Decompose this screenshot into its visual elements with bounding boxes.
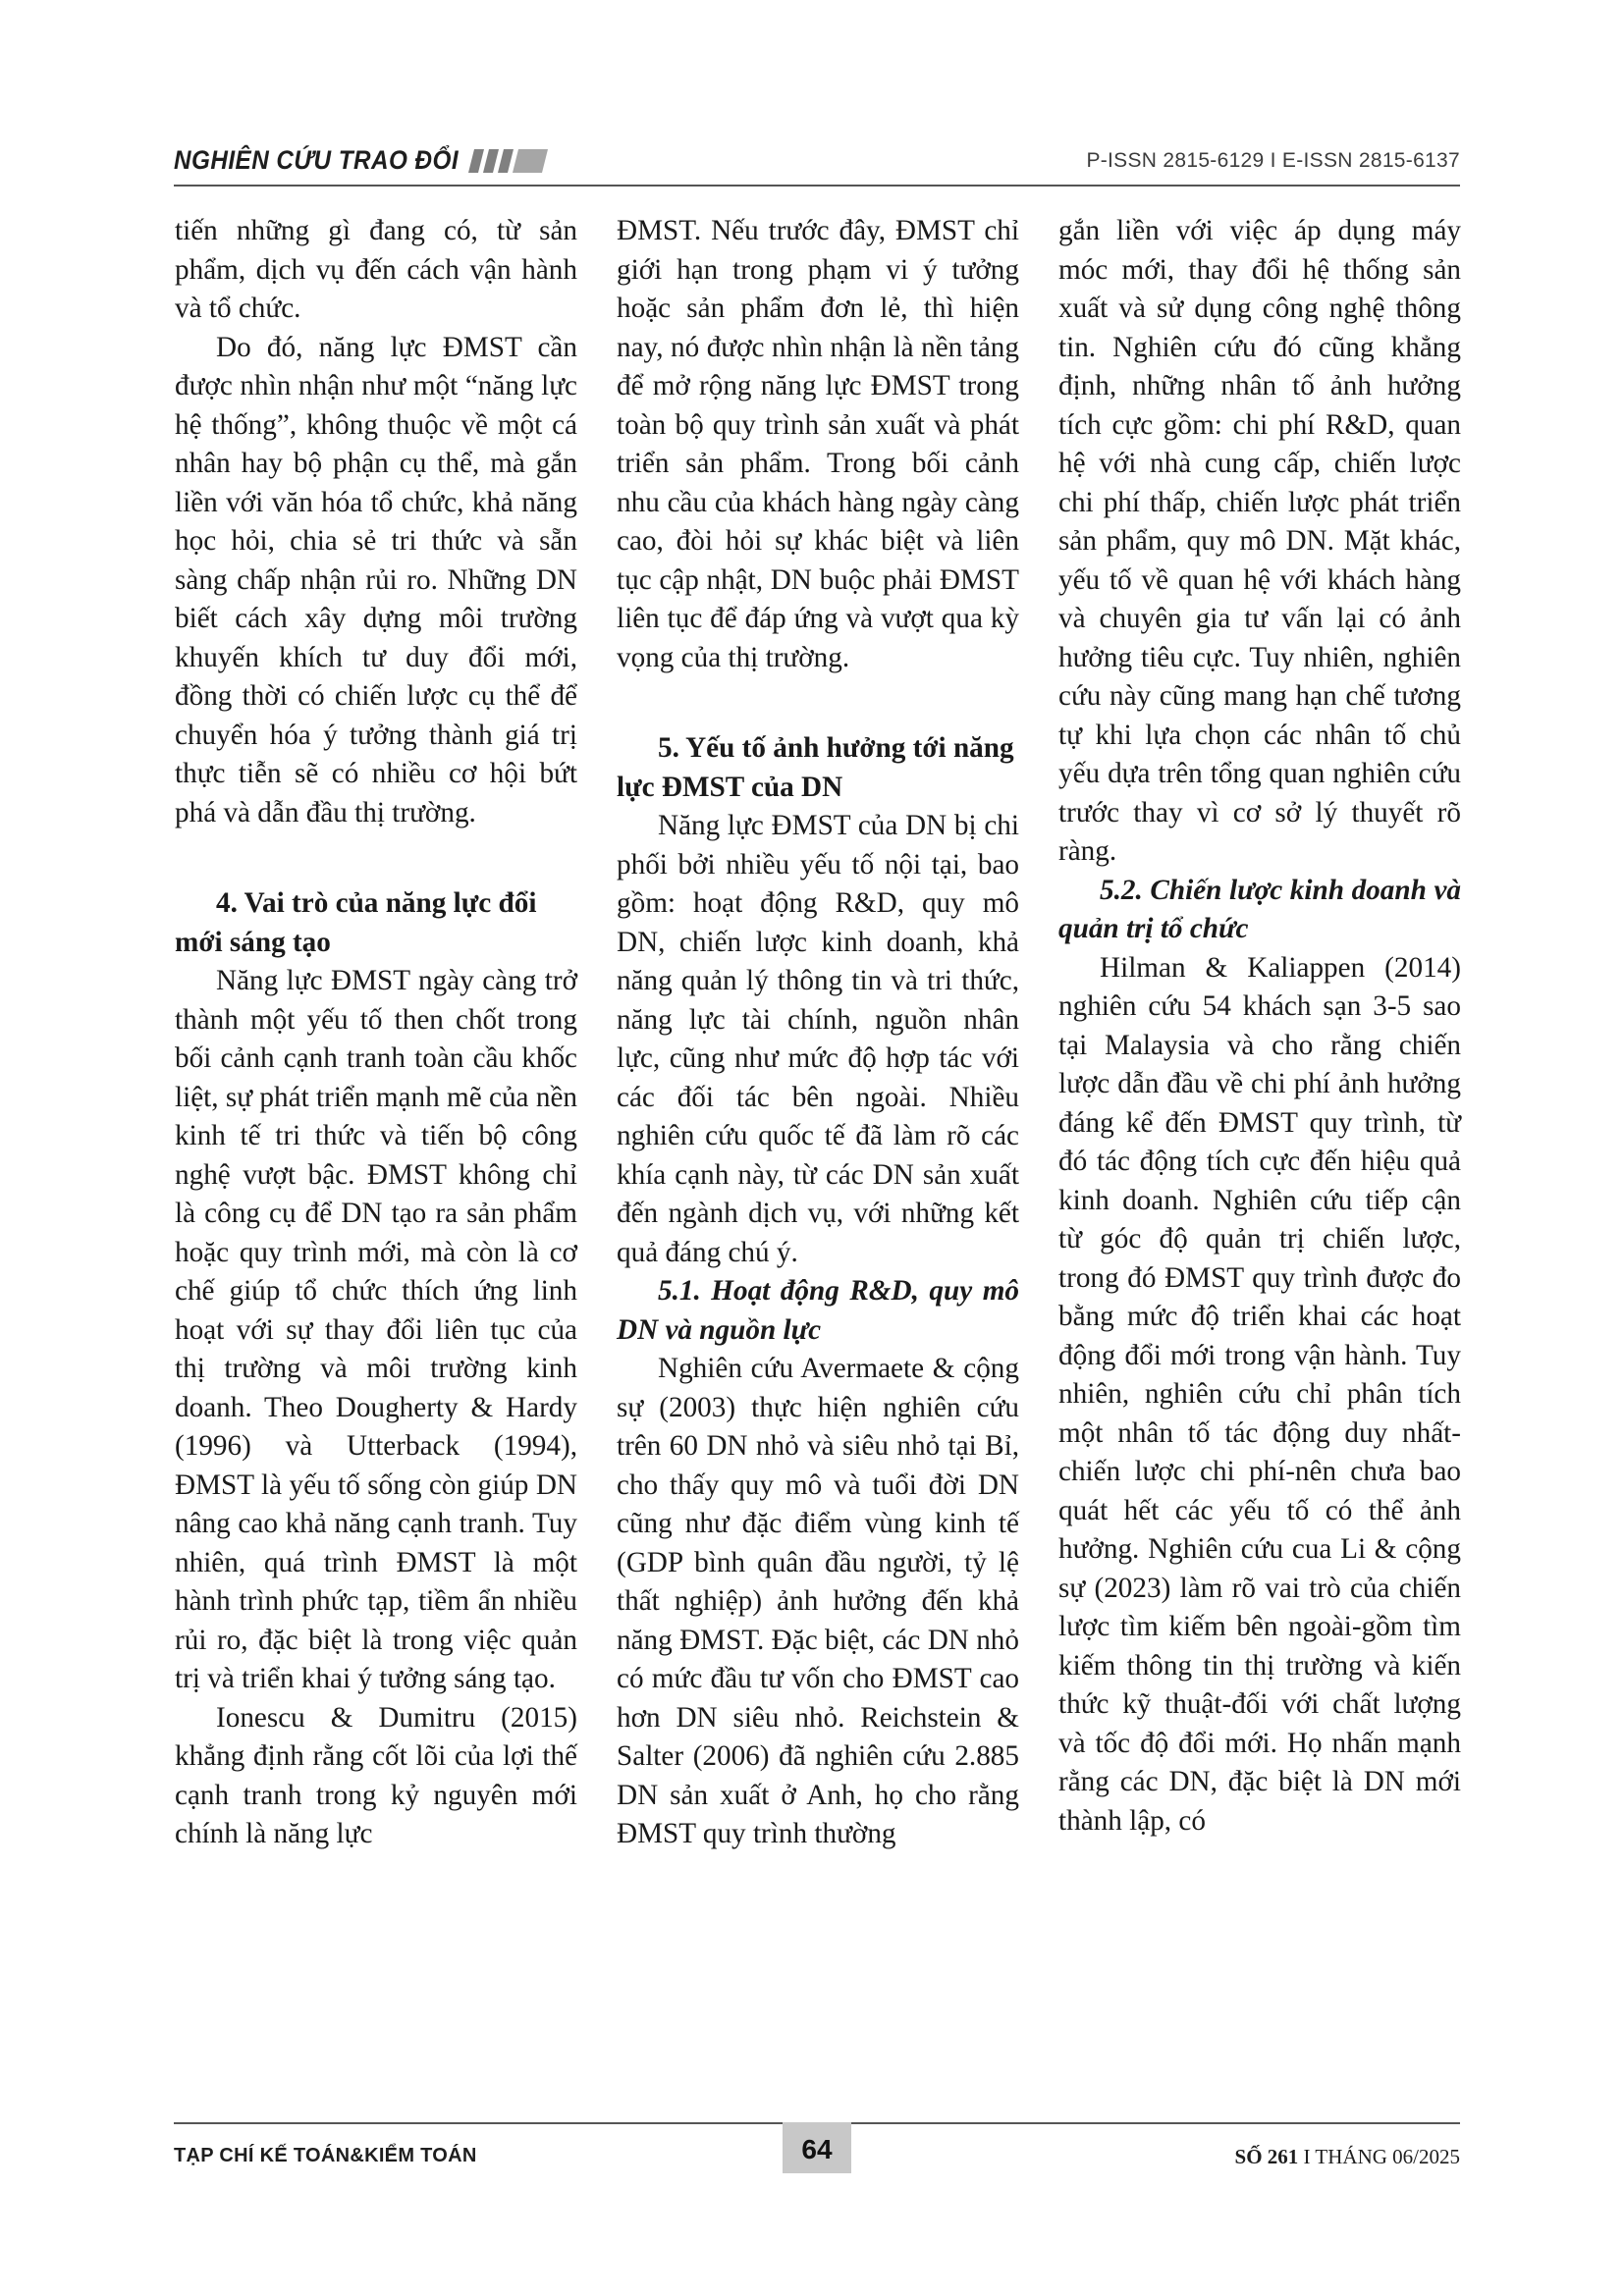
section-heading-5: 5. Yếu tố ảnh hưởng tới năng lực ĐMST của DN [617,732,1014,803]
issn-text: P-ISSN 2815-6129 I E-ISSN 2815-6137 [1086,149,1460,172]
paragraph: Hilman & Kaliappen (2014) nghiên cứu 54 khách sạn 3-5 sao tại Malaysia và cho rằng chiến lược dẫn đầu về chi phí ảnh hưởng đáng kể đến ĐMST quy trình, từ đó tác động tích cực đến hiệu quả kinh doanh. Nghiên cứu tiếp cận từ góc độ quản trị chiến lược, trong đó ĐMST quy trình được đo bằng mức độ triển khai các hoạt động đổi mới trong vận hành. Tuy nhiên, nghiên cứu chỉ phân tích một nhân tố tác động duy nhất-chiến lược chi phí-nên chưa bao quát hết các yếu tố có thể ảnh hưởng. Nghiên cứu cua Li & cộng sự (2023) làm rõ vai trò của chiến lược tìm kiếm bên ngoài-gồm tìm kiếm thông tin thị trường và kiến thức kỹ thuật-đối với chất lượng và tốc độ đổi mới. Họ nhấn mạnh rằng các DN, đặc biệt là DN mới thành lập, có [1058,951,1461,1837]
section-heading-4: 4. Vai trò của năng lực đổi mới sáng tạo [175,887,537,958]
column-2 [617,212,1019,1854]
paragraph: tiến những gì đang có, từ sản phẩm, dịch vụ đến cách vận hành và tổ chức. [175,215,577,324]
paragraph: Do đó, năng lực ĐMST cần được nhìn nhận như một “năng lực hệ thống”, không thuộc về một cá nhân hay bộ phận cụ thể, mà gắn liền với văn hóa tổ chức, khả năng học hỏi, chia sẻ tri thức và sẵn sàng chấp nhận rủi ro. Những DN biết cách xây dựng môi trường khuyến khích tư duy đổi mới, đồng thời có chiến lược cụ thể để chuyển hóa ý tưởng thành giá trị thực tiễn sẽ có nhiều cơ hội bứt phá và dẫn đầu thị trường. [175,331,577,828]
paragraph: gắn liền với việc áp dụng máy móc mới, thay đổi hệ thống sản xuất và sử dụng công nghệ thông tin. Nghiên cứu đó cũng khẳng định, những nhân tố ảnh hưởng tích cực gồm: chi phí R&D, quan hệ với nhà cung cấp, chiến lược chi phí thấp, chiến lược phát triển sản phẩm, quy mô DN. Mặt khác, yếu tố về quan hệ với khách hàng và chuyên gia tư vấn lại có ảnh hưởng tiêu cực. Tuy nhiên, nghiên cứu này cũng mang hạn chế tương tự khi lựa chọn các nhân tố chủ yếu dựa trên tổng quan nghiên cứu trước thay vì cơ sở lý thuyết rõ ràng. [1058,215,1461,867]
header-rule [174,185,1460,187]
issue-date: I THÁNG 06/2025 [1303,2145,1460,2168]
paragraph: Ionescu & Dumitru (2015) khẳng định rằng cốt lõi của lợi thế cạnh tranh trong kỷ nguyên mới chính là năng lực [175,1701,577,1849]
issue-label: SỐ 261 [1234,2145,1299,2168]
section-title: NGHIÊN CỨU TRAO ĐỔI [174,145,460,175]
column-1 [175,212,577,1854]
page-header [174,145,1460,185]
paragraph: Nghiên cứu Avermaete & cộng sự (2003) thực hiện nghiên cứu trên 60 DN nhỏ và siêu nhỏ tại Bỉ, cho thấy quy mô và tuổi đời DN cũng như đặc điểm vùng kinh tế (GDP bình quân đầu người, tỷ lệ thất nghiệp) ảnh hưởng đến khả năng ĐMST. Đặc biệt, các DN nhỏ có mức đầu tư vốn cho ĐMST cao hơn DN siêu nhỏ. Reichstein & Salter (2006) đã nghiên cứu 2.885 DN sản xuất ở Anh, họ cho rằng ĐMST quy trình thường [617,1353,1019,1849]
subsection-heading-5-2: 5.2. Chiến lược kinh doanh và quản trị tổ chức [1058,874,1461,944]
subsection-heading-5-1: 5.1. Hoạt động R&D, quy mô DN và nguồn lực [617,1275,1019,1346]
page-number: 64 [783,2122,851,2173]
issue-info [1235,2145,1460,2169]
column-3 [1058,212,1461,1841]
header-decoration [471,149,545,173]
page-footer [174,2122,1460,2181]
paragraph: ĐMST. Nếu trước đây, ĐMST chỉ giới hạn trong phạm vi ý tưởng hoặc sản phẩm đơn lẻ, thì hiện nay, nó được nhìn nhận là nền tảng để mở rộng năng lực ĐMST trong toàn bộ quy trình sản xuất và phát triển sản phẩm. Trong bối cảnh nhu cầu của khách hàng ngày càng cao, đòi hỏi sự khác biệt và liên tục cập nhật, DN buộc phải ĐMST liên tục để đáp ứng và vượt qua kỳ vọng của thị trường. [617,215,1019,673]
paragraph: Năng lực ĐMST ngày càng trở thành một yếu tố then chốt trong bối cảnh cạnh tranh toàn cầu khốc liệt, sự phát triển mạnh mẽ của nền kinh tế tri thức và tiến bộ công nghệ vượt bậc. ĐMST không chỉ là công cụ để DN tạo ra sản phẩm hoặc quy trình mới, mà còn là cơ chế giúp tổ chức thích ứng linh hoạt với sự thay đổi liên tục của thị trường và môi trường kinh doanh. Theo Dougherty & Hardy (1996) và Utterback (1994), ĐMST là yếu tố sống còn giúp DN nâng cao khả năng cạnh tranh. Tuy nhiên, quá trình ĐMST là một hành trình phức tạp, tiềm ẩn nhiều rủi ro, đặc biệt là trong việc quản trị và triển khai ý tưởng sáng tạo. [175,965,577,1694]
journal-name: TẠP CHÍ KẾ TOÁN&KIỂM TOÁN [174,2145,477,2166]
paragraph: Năng lực ĐMST của DN bị chi phối bởi nhiều yếu tố nội tại, bao gồm: hoạt động R&D, quy mô DN, chiến lược kinh doanh, khả năng quản lý thông tin và tri thức, năng lực tài chính, nguồn nhân lực, cũng như mức độ hợp tác với các đối tác bên ngoài. Nhiều nghiên cứu quốc tế đã làm rõ các khía cạnh này, từ các DN sản xuất đến ngành dịch vụ, với những kết quả đáng chú ý. [617,810,1019,1268]
